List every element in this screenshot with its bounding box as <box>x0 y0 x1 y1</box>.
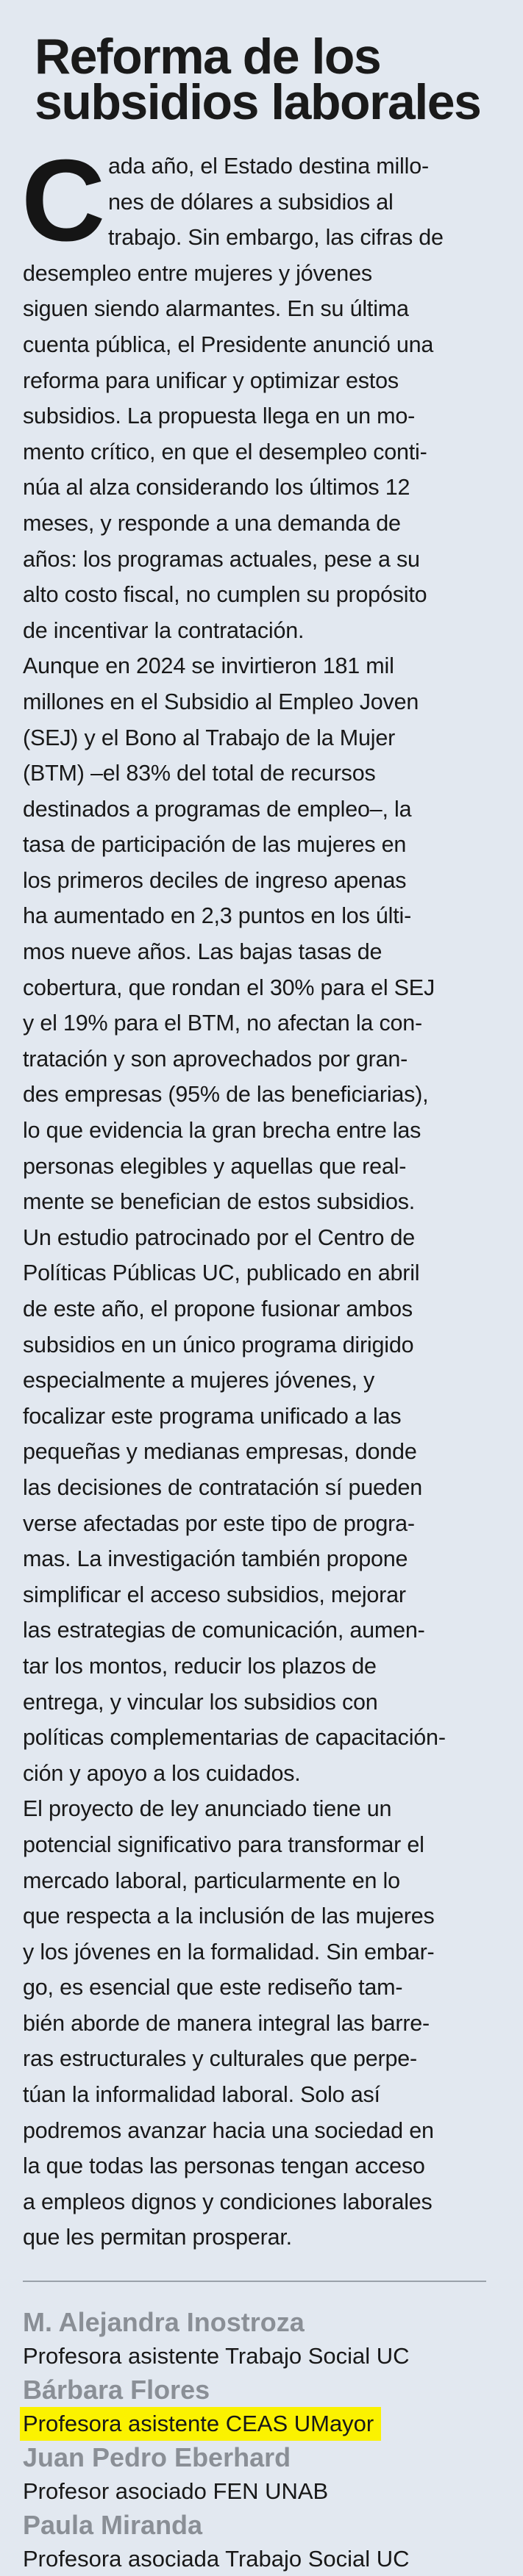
body-line: túan la informalidad laboral. Solo así <box>23 2082 380 2108</box>
body-line: los primeros deciles de ingreso apenas <box>23 867 407 893</box>
body-line: ras estructurales y culturales que perpe- <box>23 2046 417 2072</box>
body-line: de este año, el propone fusionar ambos <box>23 1296 413 1321</box>
body-line: mente se benefician de estos subsidios. <box>23 1189 416 1215</box>
body-line: subsidios en un único programa dirigido <box>23 1332 414 1357</box>
author-name: Paula Miranda <box>23 2510 203 2541</box>
body-line: (SEJ) y el Bono al Trabajo de la Mujer <box>23 725 396 750</box>
author-role <box>23 2339 498 2373</box>
author-name: Bárbara Flores <box>23 2375 210 2405</box>
title-line: Reforma de los <box>35 29 381 85</box>
body-line: go, es esencial que este rediseño tam- <box>23 1975 403 2001</box>
body-line: mos nueve años. Las bajas tasas de <box>23 939 383 965</box>
body-line: Un estudio patrocinado por el Centro de <box>23 1224 416 1250</box>
body-line: años: los programas actuales, pese a su <box>23 546 420 572</box>
title-line: subsidios laborales <box>35 74 481 130</box>
body-line: entrega, y vincular los subsidios con <box>23 1689 378 1715</box>
drop-cap: C <box>21 136 105 265</box>
body-line: reforma para unificar y optimizar estos <box>23 367 399 393</box>
author-list <box>23 2306 498 2576</box>
body-line: que respecta a la inclusión de las mujeres <box>23 1904 435 1929</box>
body-line: alto costo fiscal, no cumplen su propósito <box>23 582 427 608</box>
body-line: mento crítico, en que el desempleo conti- <box>23 439 427 464</box>
role-text: Profesora asistente Trabajo Social UC <box>23 2343 410 2369</box>
body-line: tar los montos, reducir los plazos de <box>23 1653 377 1679</box>
body-line: y el 19% para el BTM, no afectan la con- <box>23 1011 422 1036</box>
body-line: de incentivar la contratación. <box>23 617 305 643</box>
body-line: Políticas Públicas UC, publicado en abril <box>23 1260 420 1286</box>
body-line: pequeñas y medianas empresas, donde <box>23 1439 417 1465</box>
body-line: trabajo. Sin embargo, las cifras de <box>108 225 444 251</box>
author-role <box>23 2407 498 2441</box>
highlighted-role-text: Profesora asistente CEAS UMayor <box>20 2407 381 2441</box>
author-block <box>23 2441 498 2508</box>
body-line: desempleo entre mujeres y jóvenes <box>23 260 372 286</box>
body-line: simplificar el acceso subsidios, mejorar <box>23 1582 406 1607</box>
author-block <box>23 2373 498 2441</box>
body-line: cuenta pública, el Presidente anunció una <box>23 331 434 357</box>
body-line: tasa de participación de las mujeres en <box>23 832 407 858</box>
body-line: podremos avanzar hacia una sociedad en <box>23 2117 434 2143</box>
body-lines <box>23 256 498 2256</box>
body-line: las estrategias de comunicación, aumen- <box>23 1618 425 1643</box>
divider <box>23 2281 486 2282</box>
body-line: focalizar este programa unificado a las <box>23 1403 402 1429</box>
author-role <box>23 2542 498 2576</box>
body-line: políticas complementarias de capacitación- <box>23 1725 446 1751</box>
body-line: núa al alza considerando los últimos 12 <box>23 475 410 501</box>
body-line: siguen siendo alarmantes. En su última <box>23 296 409 322</box>
body-line: mas. La investigación también propone <box>23 1546 408 1572</box>
role-text: Profesora asociada Trabajo Social UC <box>23 2546 410 2572</box>
body-line: des empresas (95% de las beneficiarias), <box>23 1082 429 1108</box>
body-line: verse afectadas por este tipo de progra- <box>23 1510 415 1536</box>
body-line: y los jóvenes en la formalidad. Sin embar- <box>23 1939 435 1965</box>
body-line: ción y apoyo a los cuidados. <box>23 1760 301 1786</box>
body-line: cobertura, que rondan el 30% para el SEJ <box>23 975 435 1000</box>
body-line: la que todas las personas tengan acceso <box>23 2153 425 2179</box>
author-block <box>23 2306 498 2373</box>
author-name: M. Alejandra Inostroza <box>23 2307 305 2338</box>
role-text: Profesor asociado FEN UNAB <box>23 2478 329 2505</box>
opening-paragraph <box>21 136 498 265</box>
author-name: Juan Pedro Eberhard <box>23 2442 291 2473</box>
body-line: (BTM) –el 83% del total de recursos <box>23 761 376 786</box>
article-body <box>21 136 498 2256</box>
body-line: personas elegibles y aquellas que real- <box>23 1153 407 1179</box>
body-line: millones en el Subsidio al Empleo Joven <box>23 689 419 714</box>
body-line: lo que evidencia la gran brecha entre las <box>23 1118 421 1144</box>
body-line: tratación y son aprovechados por gran- <box>23 1046 408 1072</box>
body-line: Aunque en 2024 se invirtieron 181 mil <box>23 653 394 679</box>
body-line: especialmente a mujeres jóvenes, y <box>23 1368 375 1393</box>
body-line: mercado laboral, particularmente en lo <box>23 1868 400 1893</box>
body-line: ha aumentado en 2,3 puntos en los últi- <box>23 903 412 929</box>
body-line: subsidios. La propuesta llega en un mo- <box>23 403 416 429</box>
author-block <box>23 2508 498 2576</box>
body-line: destinados a programas de empleo–, la <box>23 796 412 822</box>
body-line: meses, y responde a una demanda de <box>23 510 401 536</box>
body-line: ada año, el Estado destina millo- <box>108 154 429 179</box>
body-line: El proyecto de ley anunciado tiene un <box>23 1796 392 1822</box>
author-role <box>23 2475 498 2508</box>
body-line: potencial significativo para transformar el <box>23 1831 424 1857</box>
article-title <box>35 29 498 130</box>
body-line: nes de dólares a subsidios al <box>108 189 394 215</box>
body-line: las decisiones de contratación sí pueden <box>23 1474 423 1500</box>
body-line: a empleos dignos y condiciones laborales <box>23 2189 433 2214</box>
body-line: que les permitan prosperar. <box>23 2225 292 2250</box>
body-line: bién aborde de manera integral las barre- <box>23 2010 430 2036</box>
